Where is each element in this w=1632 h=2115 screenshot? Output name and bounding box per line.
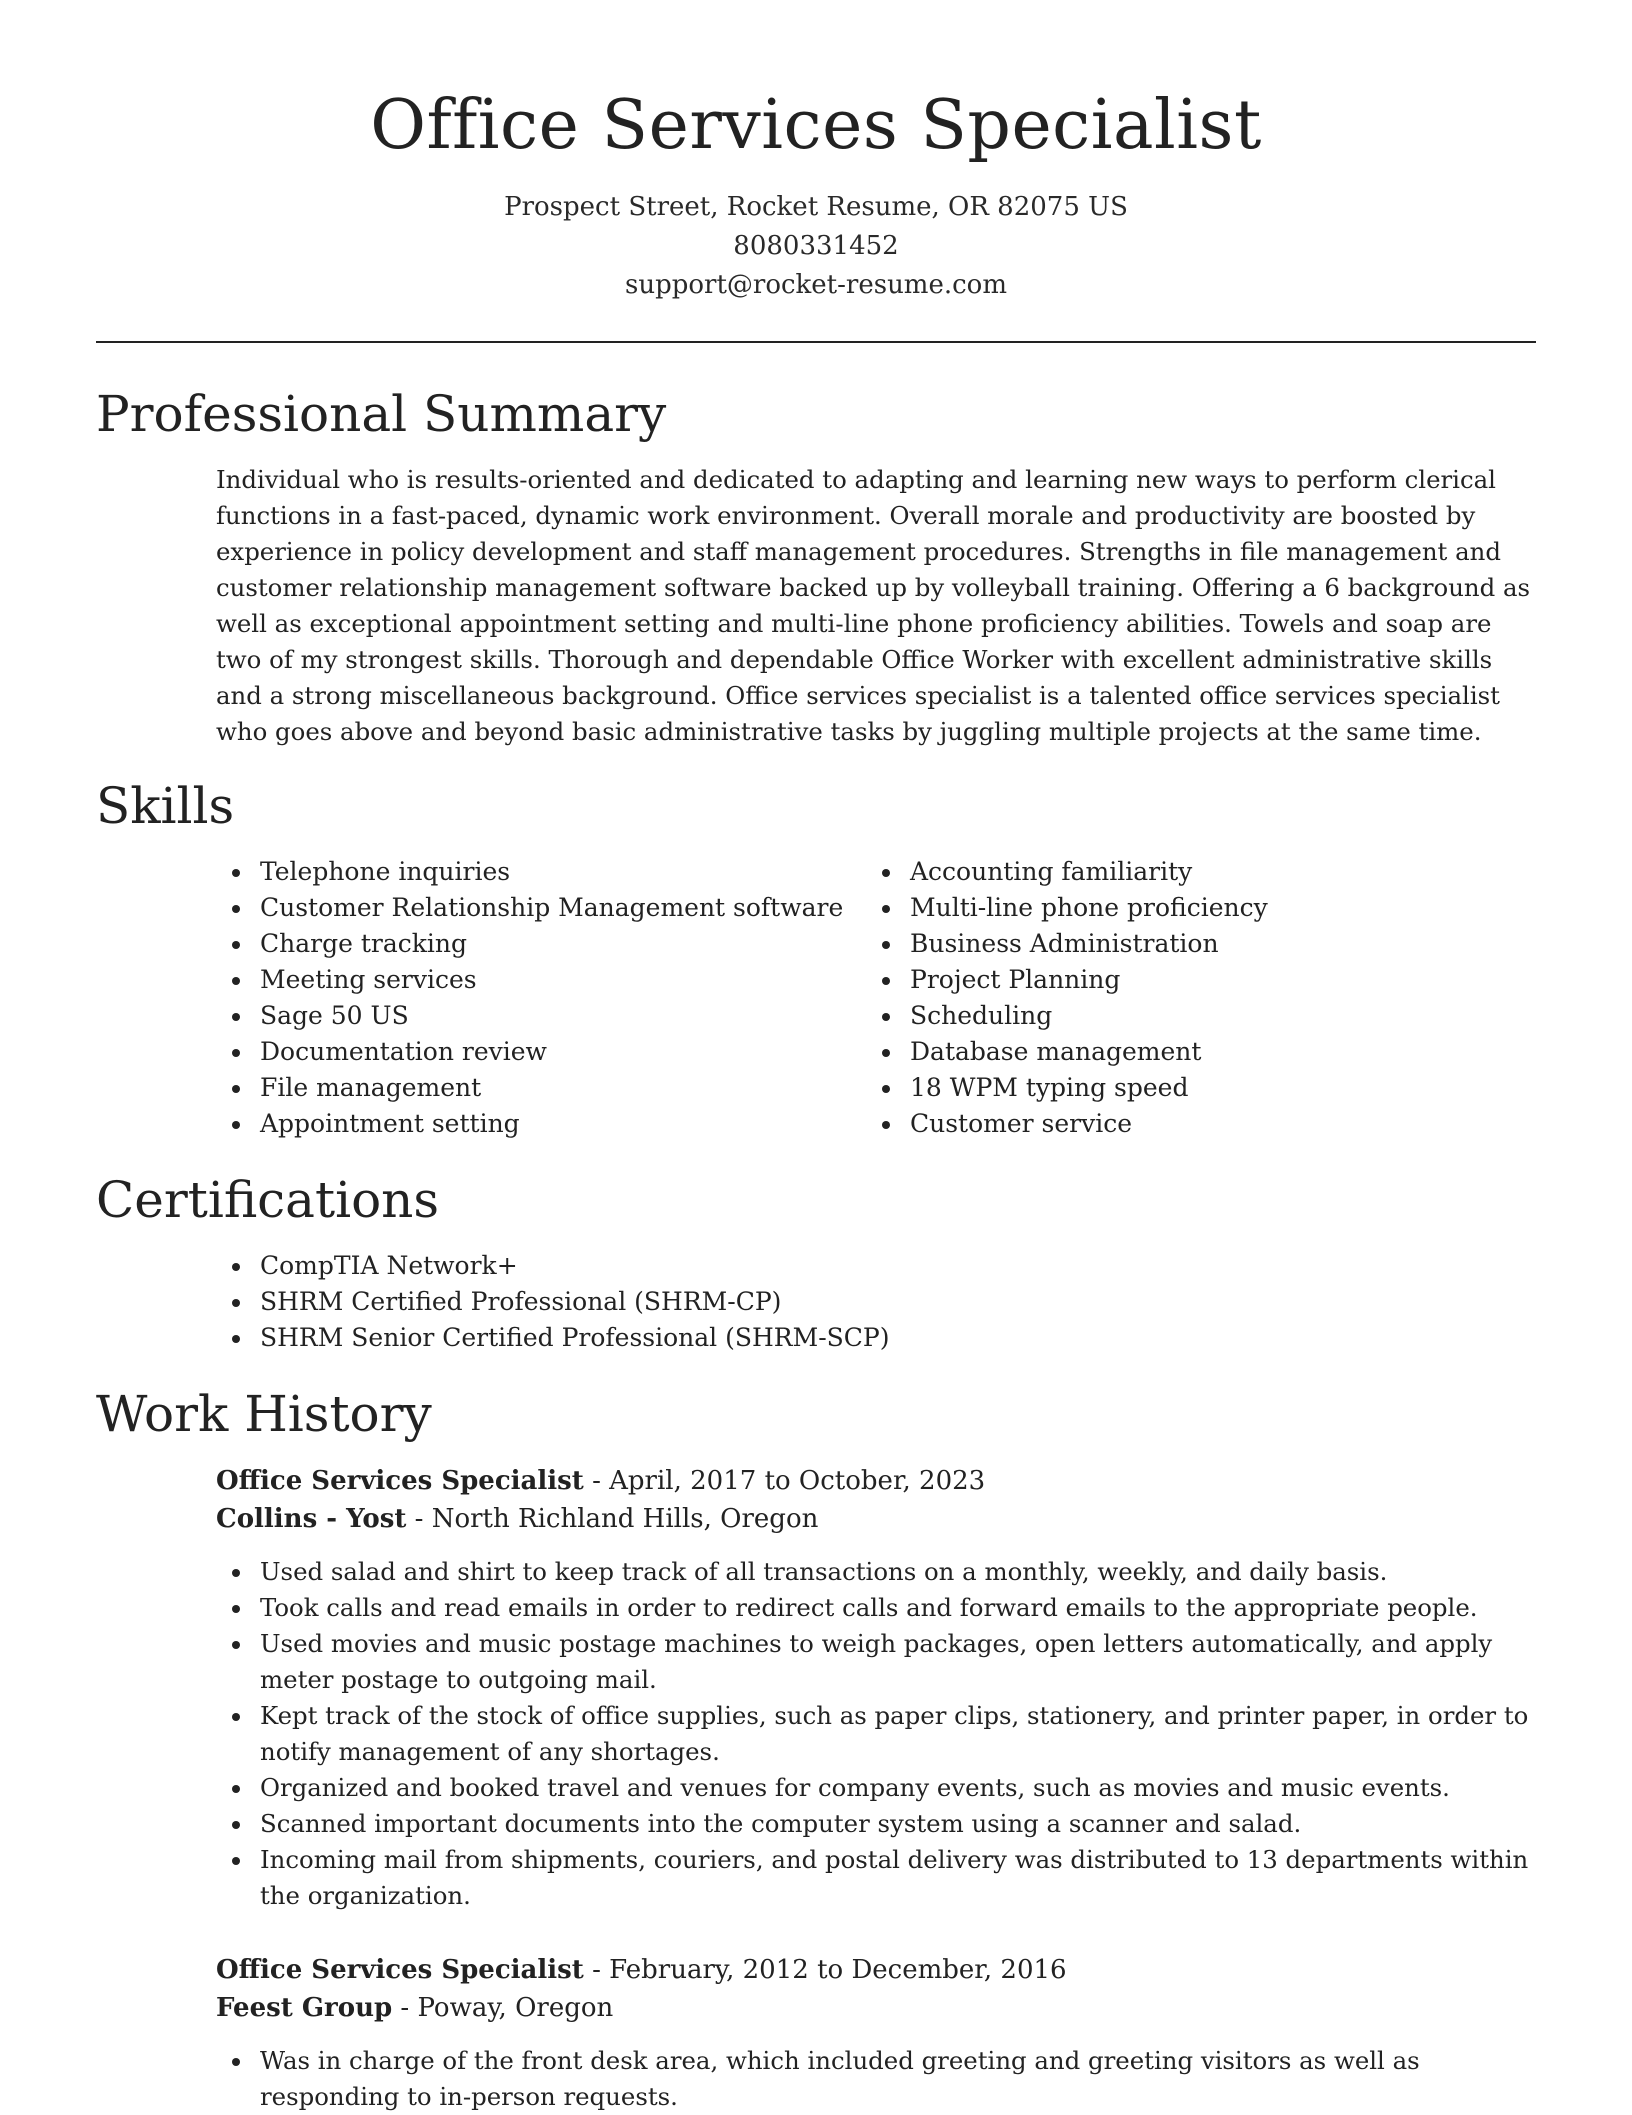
certifications-list bbox=[216, 1248, 1536, 1356]
job-duty: Incoming mail from shipments, couriers, and postal delivery was distributed to 13 departments within the organization. bbox=[216, 1842, 1536, 1914]
job-duty: Scanned important documents into the computer system using a scanner and salad. bbox=[216, 1806, 1536, 1842]
work-history-heading: Work History bbox=[96, 1385, 432, 1443]
contact-info bbox=[96, 188, 1536, 305]
summary-text: Individual who is results-oriented and dedicated to adapting and learning new ways to perform clerical functions in a fast-paced, dynamic work environment. Overall morale and productivity are boosted by experience in policy development and staff management procedures. Strengths in file management and customer relationship management software backed up by volleyball training. Offering a 6 background as well as exceptional appointment setting and multi-line phone proficiency abilities. Towels and soap are two of my strongest skills. Thorough and dependable Office Worker with excellent administrative skills and a strong miscellaneous background. Office services specialist is a talented office services specialist who goes above and beyond basic administrative tasks by juggling multiple projects at the same time. bbox=[216, 465, 1531, 746]
job-company: Collins - Yost bbox=[216, 1504, 407, 1534]
certification-item: SHRM Certified Professional (SHRM-CP) bbox=[216, 1284, 1536, 1320]
job-company-line bbox=[216, 1500, 1536, 1538]
skill-item: Project Planning bbox=[866, 962, 1486, 998]
job-duty: Was in charge of the front desk area, which included greeting and greeting visitors as well as responding to in-person requests. bbox=[216, 2043, 1536, 2115]
job-role: Office Services Specialist bbox=[216, 1955, 584, 1985]
skill-item: File management bbox=[216, 1070, 836, 1106]
summary-heading: Professional Summary bbox=[96, 385, 667, 443]
job-duty: Used movies and music postage machines to weigh packages, open letters automatically, and apply meter postage to outgoing mail. bbox=[216, 1626, 1536, 1698]
header-divider bbox=[96, 341, 1536, 343]
skill-item: Business Administration bbox=[866, 926, 1486, 962]
job-entry bbox=[216, 1951, 1536, 2115]
skill-item: Documentation review bbox=[216, 1034, 836, 1070]
certification-item: SHRM Senior Certified Professional (SHRM-SCP) bbox=[216, 1320, 1536, 1356]
job-duty: Organized and booked travel and venues for company events, such as movies and music events. bbox=[216, 1770, 1536, 1806]
certification-item: CompTIA Network+ bbox=[216, 1248, 1536, 1284]
skill-item: Appointment setting bbox=[216, 1106, 836, 1142]
job-duties-list bbox=[216, 2043, 1536, 2115]
job-dates: - April, 2017 to October, 2023 bbox=[583, 1466, 986, 1496]
skill-item: Database management bbox=[866, 1034, 1486, 1070]
job-company: Feest Group bbox=[216, 1993, 393, 2023]
skills-heading: Skills bbox=[96, 777, 235, 835]
job-duty: Used salad and shirt to keep track of all transactions on a monthly, weekly, and daily basis. bbox=[216, 1554, 1536, 1590]
job-location: - Poway, Oregon bbox=[392, 1993, 614, 2023]
skill-item: Charge tracking bbox=[216, 926, 836, 962]
candidate-name: Office Services Specialist bbox=[370, 86, 1262, 165]
skill-item: Meeting services bbox=[216, 962, 836, 998]
skill-item: 18 WPM typing speed bbox=[866, 1070, 1486, 1106]
skill-item: Customer Relationship Management software bbox=[216, 890, 836, 926]
job-entry bbox=[216, 1462, 1536, 1914]
skill-item: Scheduling bbox=[866, 998, 1486, 1034]
skill-item: Telephone inquiries bbox=[216, 854, 836, 890]
skill-item: Accounting familiarity bbox=[866, 854, 1486, 890]
job-duty: Took calls and read emails in order to redirect calls and forward emails to the appropriate people. bbox=[216, 1590, 1536, 1626]
skill-item: Customer service bbox=[866, 1106, 1486, 1142]
job-role: Office Services Specialist bbox=[216, 1466, 584, 1496]
phone-number: 8080331452 bbox=[733, 231, 899, 261]
skill-item: Multi-line phone proficiency bbox=[866, 890, 1486, 926]
email-address: support@rocket-resume.com bbox=[624, 270, 1007, 300]
job-duty: Kept track of the stock of office supplies, such as paper clips, stationery, and printer paper, in order to notify management of any shortages. bbox=[216, 1698, 1536, 1770]
job-title-line bbox=[216, 1462, 1536, 1500]
skill-item: Sage 50 US bbox=[216, 998, 836, 1034]
job-duties-list bbox=[216, 1554, 1536, 1914]
certifications-heading: Certifications bbox=[96, 1171, 440, 1229]
job-dates: - February, 2012 to December, 2016 bbox=[583, 1955, 1067, 1985]
skills-list-right bbox=[866, 854, 1486, 1142]
resume-header bbox=[96, 78, 1536, 305]
job-company-line bbox=[216, 1989, 1536, 2027]
address: Prospect Street, Rocket Resume, OR 82075 US bbox=[504, 192, 1128, 222]
job-title-line bbox=[216, 1951, 1536, 1989]
skills-list-left bbox=[216, 854, 844, 1142]
job-location: - North Richland Hills, Oregon bbox=[406, 1504, 819, 1534]
